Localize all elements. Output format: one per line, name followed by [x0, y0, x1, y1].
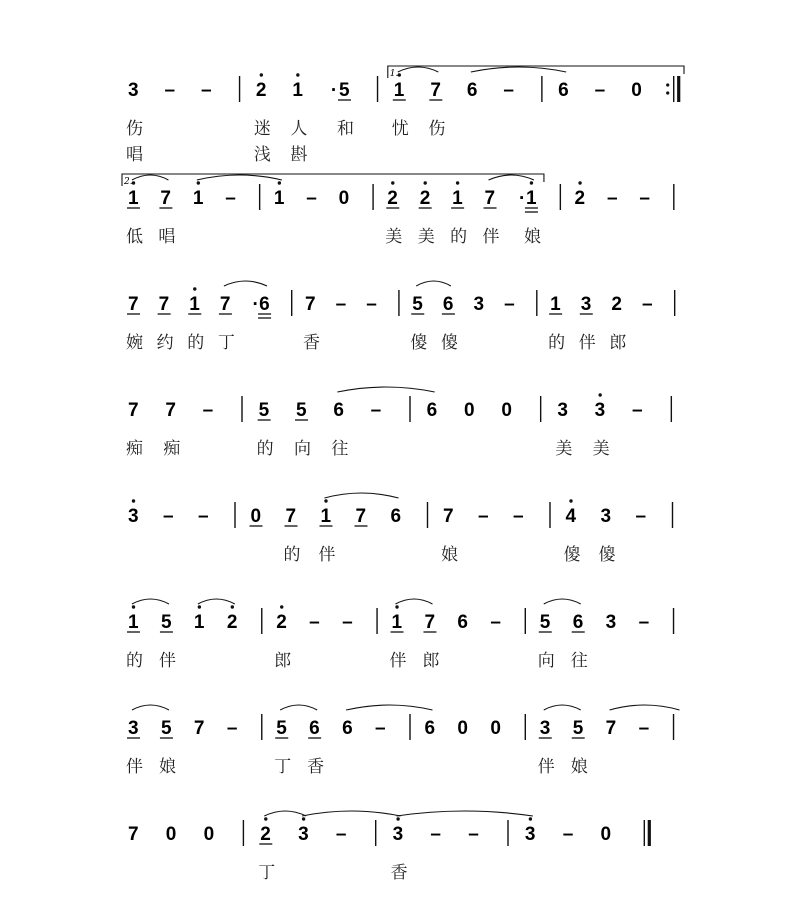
note: 7	[128, 294, 139, 315]
note: –	[375, 718, 386, 739]
lyric-syllable: 痴	[163, 439, 181, 459]
augmentation-dot: ·	[518, 188, 526, 209]
note: –	[164, 80, 176, 101]
octave-up-dot	[260, 73, 263, 76]
score-row	[126, 599, 674, 671]
note: –	[606, 188, 618, 209]
note: –	[202, 400, 214, 421]
note: –	[468, 824, 479, 845]
octave-up-dot	[395, 605, 398, 608]
augmentation-dot: ·	[252, 294, 259, 315]
lyric-syllable: 伤	[428, 119, 446, 139]
lyric-syllable: 和	[337, 119, 355, 139]
note: 5	[160, 718, 172, 739]
lyric-syllable: 傻	[440, 333, 458, 353]
tie-slur	[280, 705, 317, 710]
lyric-syllable: 香	[303, 333, 321, 353]
note: 7	[424, 612, 436, 633]
note: 3	[392, 824, 404, 845]
note: 7	[443, 506, 454, 527]
tie-slur	[264, 811, 306, 816]
note: 0	[457, 718, 468, 739]
note: 7	[128, 824, 139, 845]
lyric-syllable: 伴	[318, 545, 336, 565]
note: 1	[320, 506, 332, 527]
lyric-syllable: 忧	[391, 119, 409, 139]
lyric-syllable: 丁	[274, 757, 292, 777]
note: –	[342, 612, 353, 633]
lyric-syllable: 的	[187, 333, 205, 353]
lyric-syllable: 的	[126, 651, 143, 671]
octave-up-dot	[132, 605, 135, 608]
lyric-syllable: 迷	[253, 119, 271, 139]
note: 1	[391, 612, 403, 633]
score-row	[128, 811, 649, 883]
tie-slur	[396, 599, 433, 604]
note: 4	[565, 506, 577, 527]
note: –	[504, 294, 515, 315]
note: 2	[387, 188, 398, 209]
note: –	[335, 824, 347, 845]
octave-up-dot	[231, 605, 234, 608]
note: –	[639, 188, 650, 209]
lyric-syllable: 傻	[598, 545, 616, 565]
lyric-syllable: 伤	[126, 119, 143, 139]
lyric-syllable: 美	[555, 439, 573, 459]
lyric-syllable: 人	[290, 119, 308, 139]
lyric-syllable: 娘	[570, 757, 588, 777]
note: 5	[258, 400, 270, 421]
note: 3	[128, 80, 139, 101]
note: 0	[250, 506, 262, 527]
note: 6	[457, 612, 468, 633]
note: 1	[550, 294, 561, 315]
note: –	[366, 294, 377, 315]
note: –	[430, 824, 441, 845]
note: 7	[605, 718, 617, 739]
score-row	[126, 281, 675, 353]
note: 3	[557, 400, 568, 421]
tie-slur	[398, 67, 439, 72]
note: 3	[298, 824, 309, 845]
note: 5	[276, 718, 287, 739]
lyric-syllable: 娘	[158, 757, 176, 777]
note: 6	[572, 612, 584, 633]
octave-up-dot	[530, 181, 533, 184]
lyric-syllable: 的	[450, 227, 468, 247]
tie-slur	[197, 175, 282, 180]
lyric-syllable: 傻	[410, 333, 428, 353]
note: –	[306, 188, 317, 209]
note: –	[335, 294, 347, 315]
lyric-syllable: 伴	[126, 757, 143, 777]
lyric-syllable: 向	[294, 439, 311, 459]
note: –	[562, 824, 574, 845]
note: 5	[160, 612, 172, 633]
lyric-syllable: 娘	[441, 545, 458, 565]
note: 0	[490, 718, 501, 739]
note: –	[370, 400, 382, 421]
note: –	[198, 506, 209, 527]
lyric-syllable: 伴	[158, 651, 176, 671]
note: 7	[128, 400, 139, 421]
lyric-syllable: 郎	[609, 333, 627, 353]
note: 2	[255, 80, 267, 101]
octave-up-dot	[569, 499, 572, 502]
lyric-syllable: 低	[126, 227, 143, 247]
note: 5	[412, 294, 423, 315]
note: 6	[558, 80, 569, 101]
lyric-syllable: 郎	[274, 651, 292, 671]
lyric-syllable: 丁	[217, 333, 235, 353]
note: –	[309, 612, 320, 633]
note: 2	[574, 188, 586, 209]
tie-slur	[132, 175, 168, 180]
note: 7	[430, 80, 441, 101]
note: 3	[600, 506, 612, 527]
lyric-syllable-verse-2: 唱	[126, 145, 143, 165]
note: 7	[305, 294, 316, 315]
note: 0	[631, 80, 642, 101]
note: 7	[484, 188, 496, 209]
note: 3	[580, 294, 592, 315]
octave-up-dot	[598, 393, 601, 396]
note: 3	[539, 718, 551, 739]
note: 3	[594, 400, 606, 421]
repeat-dot	[666, 91, 669, 94]
note: 6	[442, 294, 454, 315]
lyric-syllable: 娘	[523, 227, 541, 247]
note: 2	[276, 612, 287, 633]
note: 5	[572, 718, 584, 739]
tie-slur	[397, 811, 533, 816]
score-row	[122, 174, 674, 247]
note: –	[642, 294, 653, 315]
lyric-syllable: 伴	[389, 651, 407, 671]
tie-slur	[346, 705, 432, 710]
note: –	[478, 506, 489, 527]
note: 6	[466, 80, 478, 101]
octave-up-dot	[324, 499, 327, 502]
note: –	[503, 80, 514, 101]
octave-up-dot	[296, 73, 299, 76]
note: 2	[260, 824, 271, 845]
lyric-syllable: 痴	[126, 439, 143, 459]
tie-slur	[610, 705, 680, 710]
lyric-syllable: 美	[592, 439, 610, 459]
note: 7	[193, 718, 205, 739]
lyric-syllable: 伴	[578, 333, 596, 353]
note: 0	[501, 400, 512, 421]
lyric-syllable: 丁	[258, 863, 276, 883]
lyric-syllable-verse-2: 斟	[290, 145, 308, 165]
note: –	[226, 718, 238, 739]
lyric-syllable: 美	[385, 227, 403, 247]
note: 3	[473, 294, 485, 315]
score-row	[126, 705, 680, 777]
octave-up-dot	[280, 605, 283, 608]
lyric-syllable-verse-2: 浅	[253, 145, 271, 165]
octave-up-dot	[264, 817, 267, 820]
note: 1	[128, 612, 139, 633]
note: 5	[339, 80, 350, 101]
note: 0	[203, 824, 215, 845]
note: 6	[259, 294, 270, 315]
note: –	[225, 188, 236, 209]
lyric-syllable: 的	[283, 545, 301, 565]
note: –	[638, 612, 650, 633]
octave-up-dot	[198, 605, 201, 608]
note: 0	[600, 824, 612, 845]
octave-up-dot	[132, 499, 135, 502]
lyric-syllable: 往	[570, 651, 588, 671]
tie-slur	[416, 281, 451, 286]
note: –	[163, 506, 174, 527]
tie-slur	[132, 705, 169, 710]
note: 1	[452, 188, 463, 209]
note: 1	[128, 188, 139, 209]
note: 7	[158, 294, 170, 315]
note: 0	[165, 824, 177, 845]
lyric-syllable: 伴	[537, 757, 555, 777]
note: 3	[128, 506, 139, 527]
tie-slur	[544, 599, 581, 604]
volta-bracket	[122, 174, 544, 186]
note: 3	[605, 612, 617, 633]
note: –	[594, 80, 606, 101]
octave-up-dot	[424, 181, 427, 184]
lyric-syllable: 向	[537, 651, 555, 671]
note: 6	[424, 718, 436, 739]
note: 6	[333, 400, 344, 421]
note: 7	[285, 506, 297, 527]
tie-slur	[302, 811, 401, 816]
note: 2	[611, 294, 622, 315]
note: 7	[160, 188, 171, 209]
tie-slur	[224, 281, 267, 286]
lyric-syllable: 的	[548, 333, 566, 353]
note: 1	[393, 80, 405, 101]
note: –	[638, 718, 650, 739]
note: 3	[524, 824, 536, 845]
note: –	[513, 506, 524, 527]
note: 1	[193, 612, 205, 633]
volta-label: 1.	[389, 69, 399, 79]
note: 7	[219, 294, 231, 315]
octave-up-dot	[578, 181, 581, 184]
octave-up-dot	[193, 287, 196, 290]
score-row	[126, 66, 684, 165]
score-row	[128, 493, 673, 565]
note: 6	[426, 400, 438, 421]
note: 1	[189, 294, 200, 315]
note: 0	[338, 188, 350, 209]
note: 0	[464, 400, 475, 421]
note: 1	[525, 188, 537, 209]
tie-slur	[489, 175, 534, 180]
tie-slur	[544, 705, 581, 710]
repeat-dot	[666, 83, 669, 86]
lyric-syllable: 婉	[126, 333, 143, 353]
note: –	[635, 506, 647, 527]
lyric-syllable: 郎	[422, 651, 440, 671]
lyric-syllable: 香	[390, 863, 408, 883]
note: –	[632, 400, 643, 421]
octave-up-dot	[197, 181, 200, 184]
octave-up-dot	[278, 181, 281, 184]
lyric-syllable: 约	[156, 333, 174, 353]
note: 1	[292, 80, 303, 101]
tie-slur	[132, 599, 169, 604]
lyric-syllable: 香	[307, 757, 325, 777]
score-row	[126, 387, 671, 459]
note: 7	[165, 400, 176, 421]
lyric-syllable: 伴	[482, 227, 500, 247]
tie-slur	[198, 599, 235, 604]
octave-up-dot	[456, 181, 459, 184]
lyric-syllable: 的	[256, 439, 274, 459]
augmentation-dot: ·	[330, 80, 338, 101]
octave-up-dot	[396, 817, 399, 820]
tie-slur	[471, 67, 566, 72]
lyric-syllable: 傻	[563, 545, 581, 565]
note: 3	[128, 718, 139, 739]
note: 1	[192, 188, 204, 209]
note: –	[490, 612, 501, 633]
note: 5	[296, 400, 307, 421]
octave-up-dot	[302, 817, 305, 820]
note: 6	[342, 718, 353, 739]
score-rows	[122, 66, 684, 883]
tie-slur	[337, 387, 434, 392]
note: 6	[309, 718, 320, 739]
note: 5	[539, 612, 551, 633]
octave-up-dot	[391, 181, 394, 184]
note: –	[201, 80, 212, 101]
note: 1	[273, 188, 285, 209]
note: 6	[390, 506, 402, 527]
volta-label: 2.	[124, 177, 133, 187]
lyric-syllable: 美	[417, 227, 435, 247]
lyric-syllable: 往	[331, 439, 349, 459]
lyric-syllable: 唱	[158, 227, 176, 247]
octave-up-dot	[529, 817, 532, 820]
tie-slur	[325, 493, 399, 498]
note: 7	[355, 506, 367, 527]
note: 2	[226, 612, 238, 633]
note: 2	[419, 188, 431, 209]
